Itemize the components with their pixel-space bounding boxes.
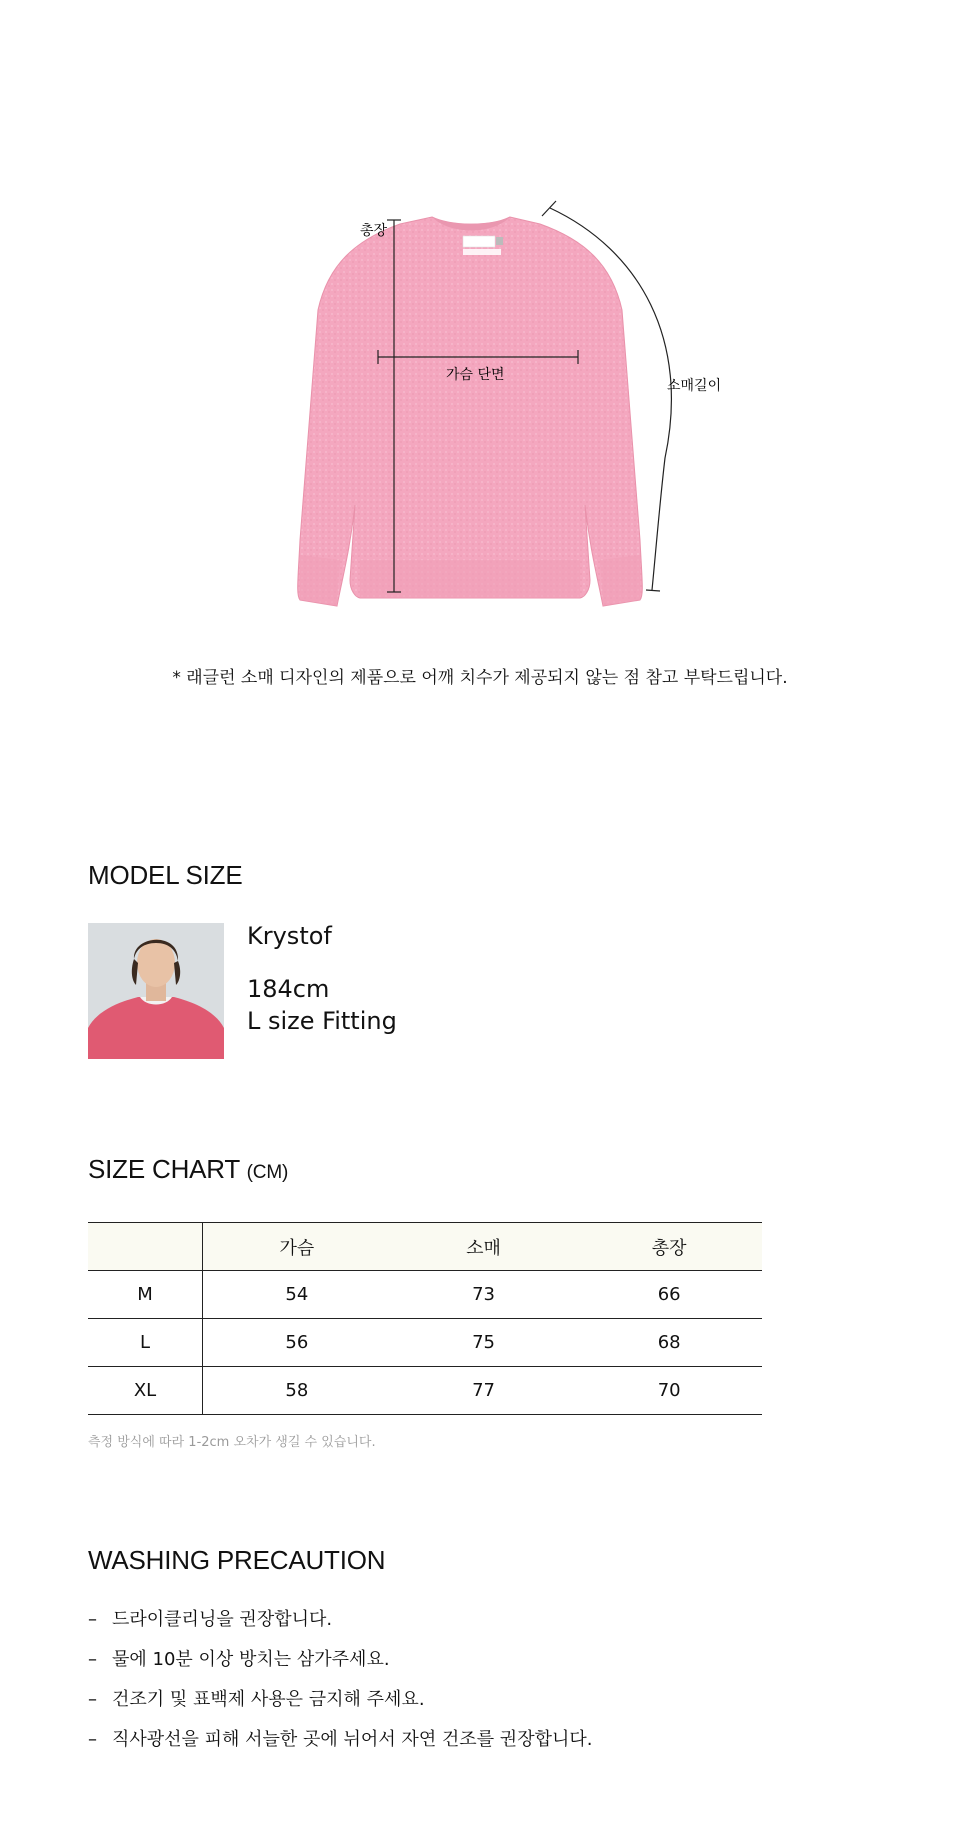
sweater-illustration (298, 217, 643, 606)
size-chart-title (88, 1154, 288, 1185)
model-height: 184cm (247, 975, 330, 1003)
header-length: 총장 (576, 1223, 762, 1271)
list-dash: – (88, 1609, 97, 1630)
sweater-measurement-diagram (0, 0, 960, 640)
row-sleeve: 77 (391, 1367, 577, 1415)
list-item (88, 1720, 592, 1760)
size-chart-title-text: SIZE CHART (88, 1154, 240, 1184)
header-size (88, 1223, 203, 1271)
table-header-row (88, 1223, 762, 1271)
list-dash: – (88, 1689, 97, 1710)
table-row (88, 1271, 762, 1319)
row-length: 66 (576, 1271, 762, 1319)
list-item-text: 건조기 및 표백제 사용은 금지해 주세요. (112, 1689, 425, 1710)
row-chest: 58 (203, 1367, 391, 1415)
row-chest: 54 (203, 1271, 391, 1319)
raglan-note: * 래글런 소매 디자인의 제품으로 어깨 치수가 제공되지 않는 점 참고 부탁드립니다. (172, 668, 788, 688)
row-chest: 56 (203, 1319, 391, 1367)
list-item-text: 물에 10분 이상 방치는 삼가주세요. (112, 1649, 390, 1670)
measurement-tolerance-note: 측정 방식에 따라 1-2cm 오차가 생길 수 있습니다. (88, 1435, 376, 1450)
washing-list (88, 1600, 592, 1760)
size-chart-unit: (CM) (246, 1162, 289, 1183)
list-item-text: 드라이클리닝을 권장합니다. (112, 1609, 333, 1630)
list-item (88, 1600, 592, 1640)
list-item (88, 1680, 592, 1720)
model-fit: L size Fitting (247, 1007, 397, 1035)
header-chest: 가슴 (203, 1223, 391, 1271)
sleeve-label: 소매길이 (667, 378, 722, 394)
list-item (88, 1640, 592, 1680)
washing-precaution-title: WASHING PRECAUTION (88, 1545, 386, 1575)
list-dash: – (88, 1729, 97, 1750)
length-label: 총장 (360, 223, 388, 239)
table-row (88, 1367, 762, 1415)
model-photo (88, 923, 224, 1059)
size-chart-table (88, 1222, 762, 1415)
row-length: 68 (576, 1319, 762, 1367)
row-length: 70 (576, 1367, 762, 1415)
header-sleeve: 소매 (391, 1223, 577, 1271)
row-size: M (88, 1271, 203, 1319)
model-name: Krystof (247, 922, 332, 950)
row-sleeve: 73 (391, 1271, 577, 1319)
row-size: XL (88, 1367, 203, 1415)
row-size: L (88, 1319, 203, 1367)
list-item-text: 직사광선을 피해 서늘한 곳에 뉘어서 자연 건조를 권장합니다. (112, 1729, 593, 1750)
list-dash: – (88, 1649, 97, 1670)
model-size-title: MODEL SIZE (88, 860, 243, 890)
table-row (88, 1319, 762, 1367)
row-sleeve: 75 (391, 1319, 577, 1367)
chest-label: 가슴 단면 (446, 367, 505, 383)
